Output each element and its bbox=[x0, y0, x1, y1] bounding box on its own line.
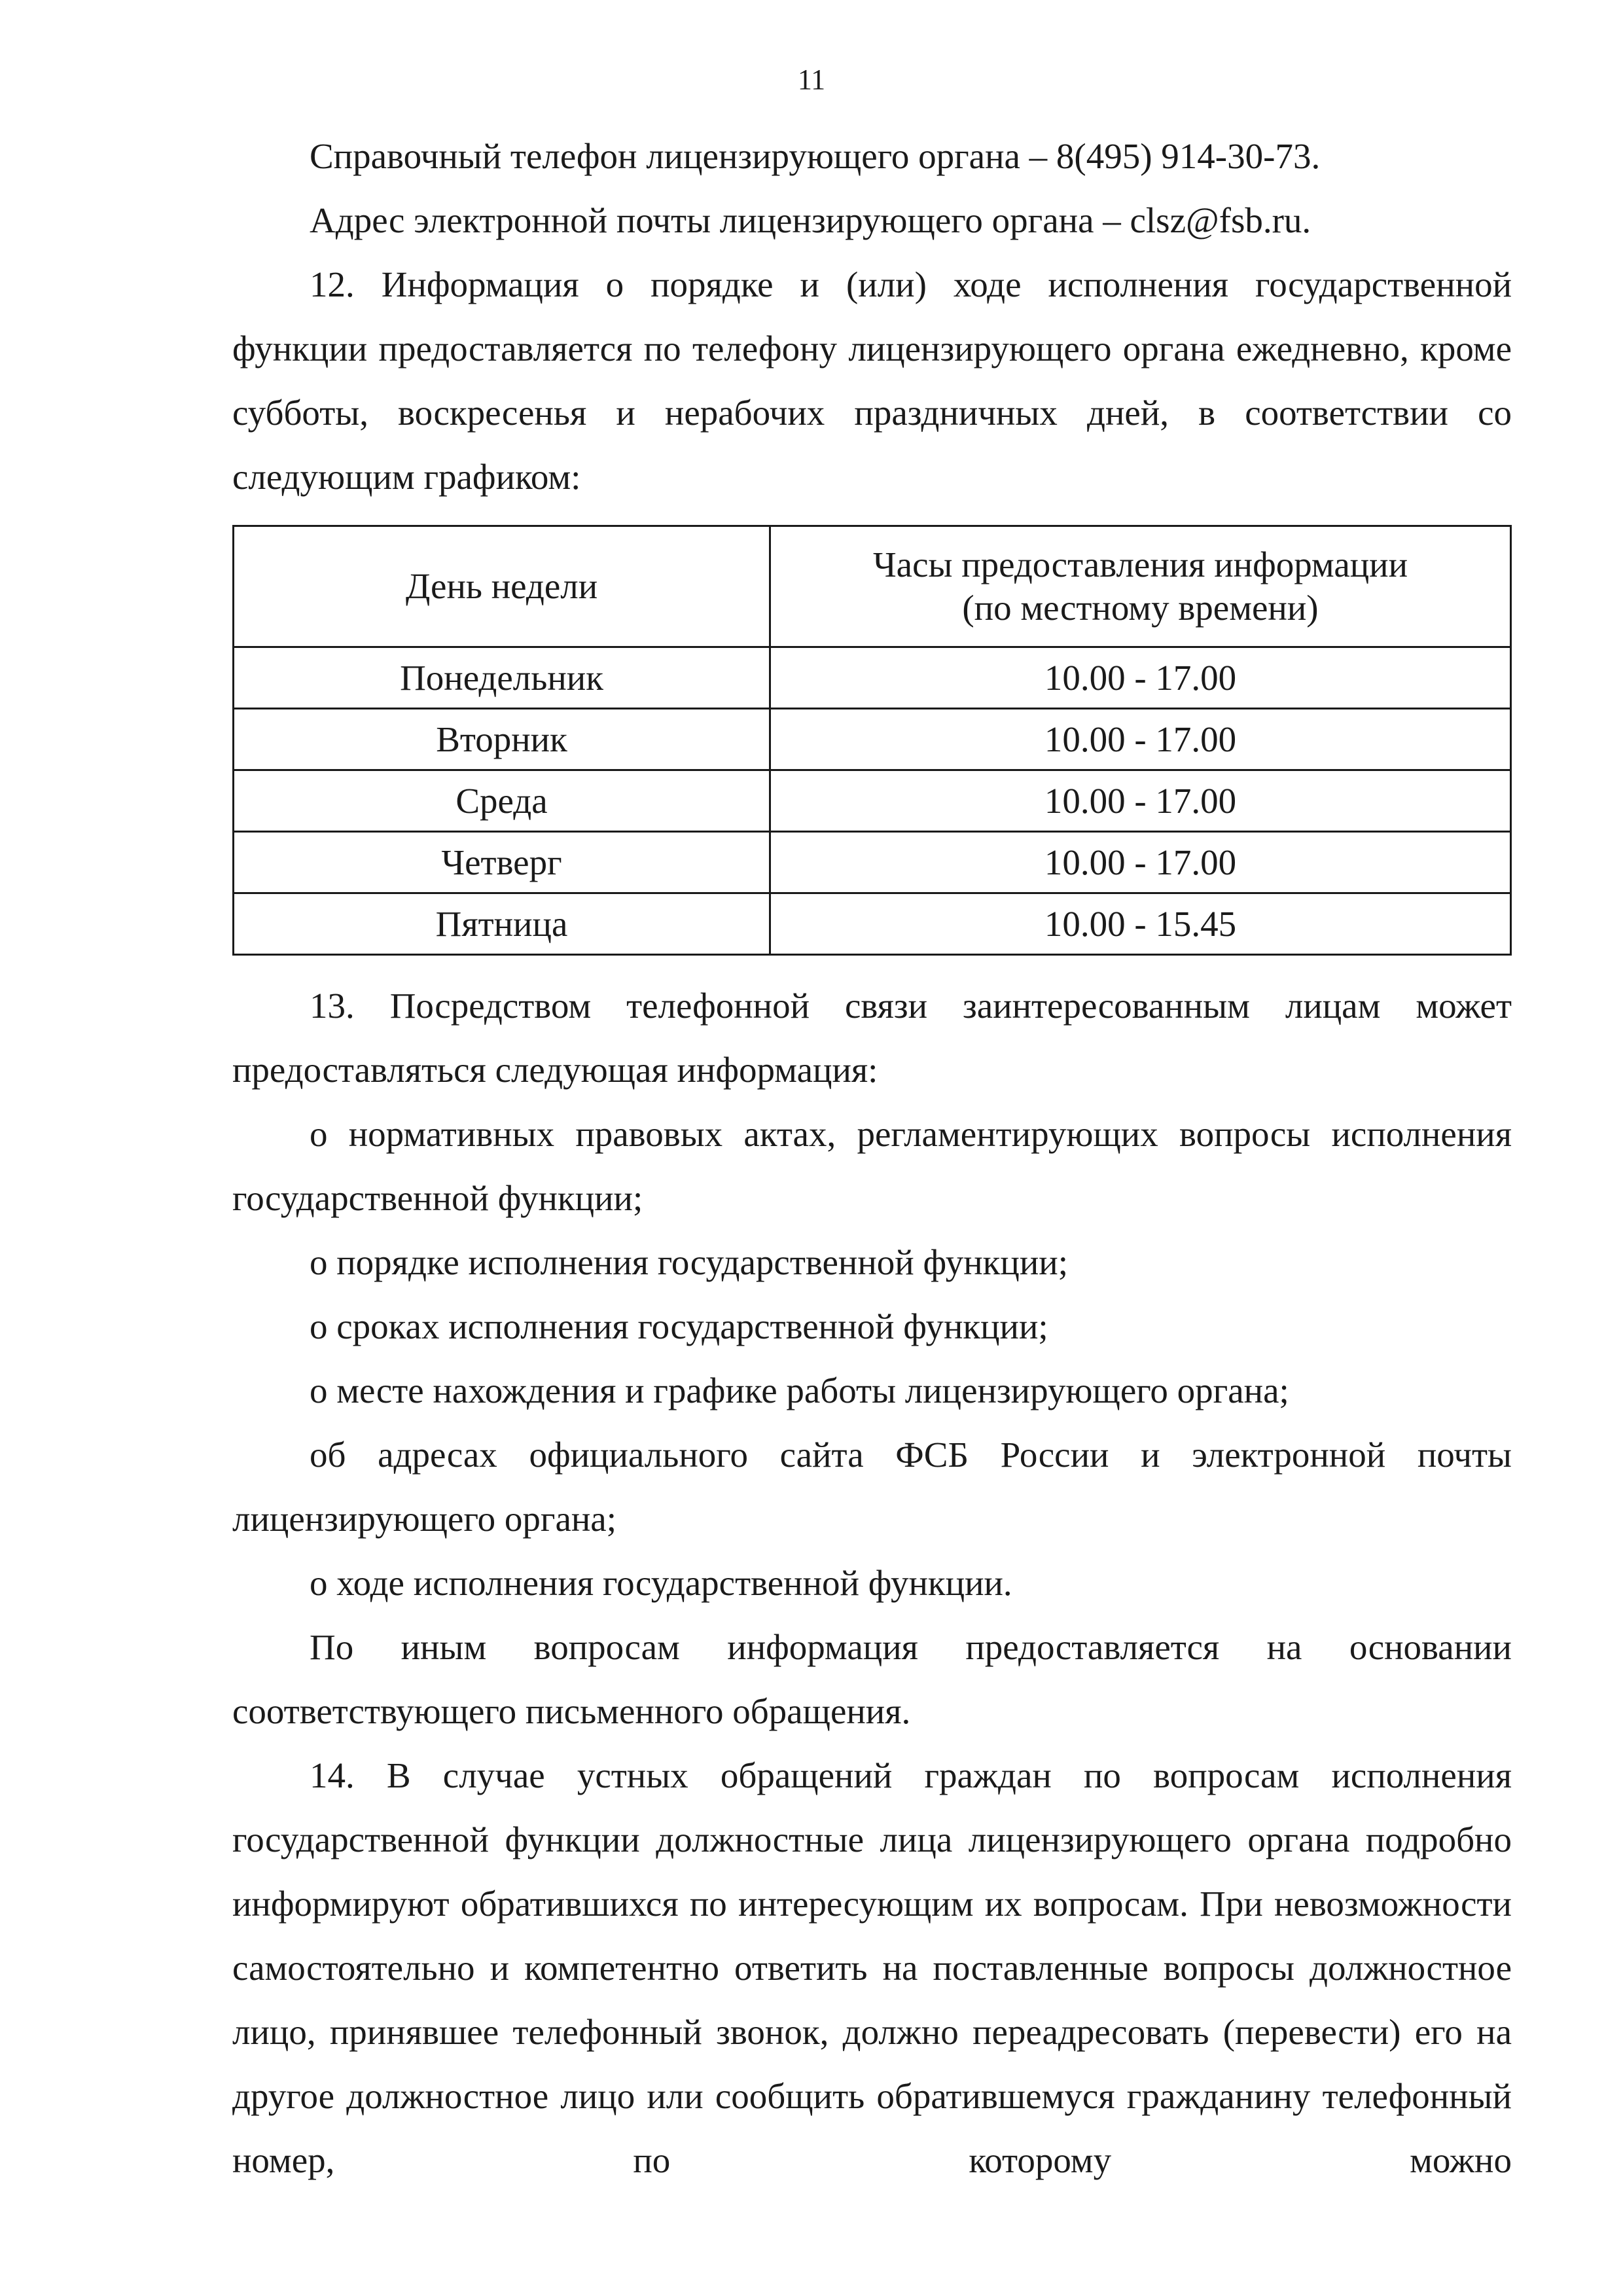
day-cell: Пятница bbox=[234, 893, 770, 955]
header-hours-line1: Часы предоставления информации bbox=[872, 545, 1408, 584]
item-13-point: о сроках исполнения государственной функции; bbox=[310, 1306, 1048, 1346]
table-row bbox=[234, 770, 1511, 832]
day-cell: Четверг bbox=[234, 832, 770, 893]
item-13-point: о порядке исполнения государственной функции; bbox=[310, 1242, 1068, 1282]
hours-cell: 10.00 - 17.00 bbox=[770, 709, 1511, 770]
header-hours bbox=[770, 526, 1511, 647]
hours-cell: 10.00 - 17.00 bbox=[770, 647, 1511, 709]
item-14-paragraph: 14. В случае устных обращений граждан по вопросам исполнения государственной функции должностные лица лицензирующего органа подробно информируют обратившихся по интересующим их вопросам. При невозможности самостоятельно и компетентно ответить на поставленные вопросы должностное лицо, принявшее телефонный звонок, должно переадресовать (перевести) его на другое должностное лицо или сообщить обратившемуся гражданину телефонный номер, по которому можно bbox=[232, 1755, 1512, 2180]
header-hours-line2: (по местному времени) bbox=[962, 588, 1319, 628]
day-cell: Понедельник bbox=[234, 647, 770, 709]
items-13-14-section bbox=[232, 974, 1512, 2193]
day-cell: Среда bbox=[234, 770, 770, 832]
table-row bbox=[234, 709, 1511, 770]
item-13-point: о нормативных правовых актах, регламентирующих вопросы исполнения государственной функции; bbox=[232, 1114, 1512, 1218]
header-day: День недели bbox=[234, 526, 770, 647]
table-header-row bbox=[234, 526, 1511, 647]
item-13-point: о месте нахождения и графике работы лицензирующего органа; bbox=[310, 1371, 1289, 1410]
hours-cell: 10.00 - 15.45 bbox=[770, 893, 1511, 955]
table-row bbox=[234, 647, 1511, 709]
page-number: 11 bbox=[797, 63, 826, 96]
item-13-other: По иным вопросам информация предоставляется на основании соответствующего письменного обращения. bbox=[232, 1627, 1512, 1731]
item-12-paragraph: 12. Информация о порядке и (или) ходе исполнения государственной функции предоставляется по телефону лицензирующего органа ежедневно, кроме субботы, воскресенья и нерабочих праздничных дней, в соответствии со следующим графиком: bbox=[232, 264, 1512, 497]
item-13-intro: 13. Посредством телефонной связи заинтересованным лицам может предоставляться следующая информация: bbox=[232, 986, 1512, 1090]
item-13-point: о ходе исполнения государственной функции. bbox=[310, 1563, 1012, 1603]
item-13-point: об адресах официального сайта ФСБ России и электронной почты лицензирующего органа; bbox=[232, 1435, 1512, 1539]
table-row bbox=[234, 893, 1511, 955]
phone-line: Справочный телефон лицензирующего органа – 8(495) 914-30-73. bbox=[310, 136, 1321, 176]
day-cell: Вторник bbox=[234, 709, 770, 770]
hours-cell: 10.00 - 17.00 bbox=[770, 770, 1511, 832]
intro-section bbox=[232, 124, 1512, 509]
table-row bbox=[234, 832, 1511, 893]
schedule-table bbox=[232, 525, 1512, 956]
hours-cell: 10.00 - 17.00 bbox=[770, 832, 1511, 893]
email-line: Адрес электронной почты лицензирующего органа – clsz@fsb.ru. bbox=[310, 200, 1311, 240]
